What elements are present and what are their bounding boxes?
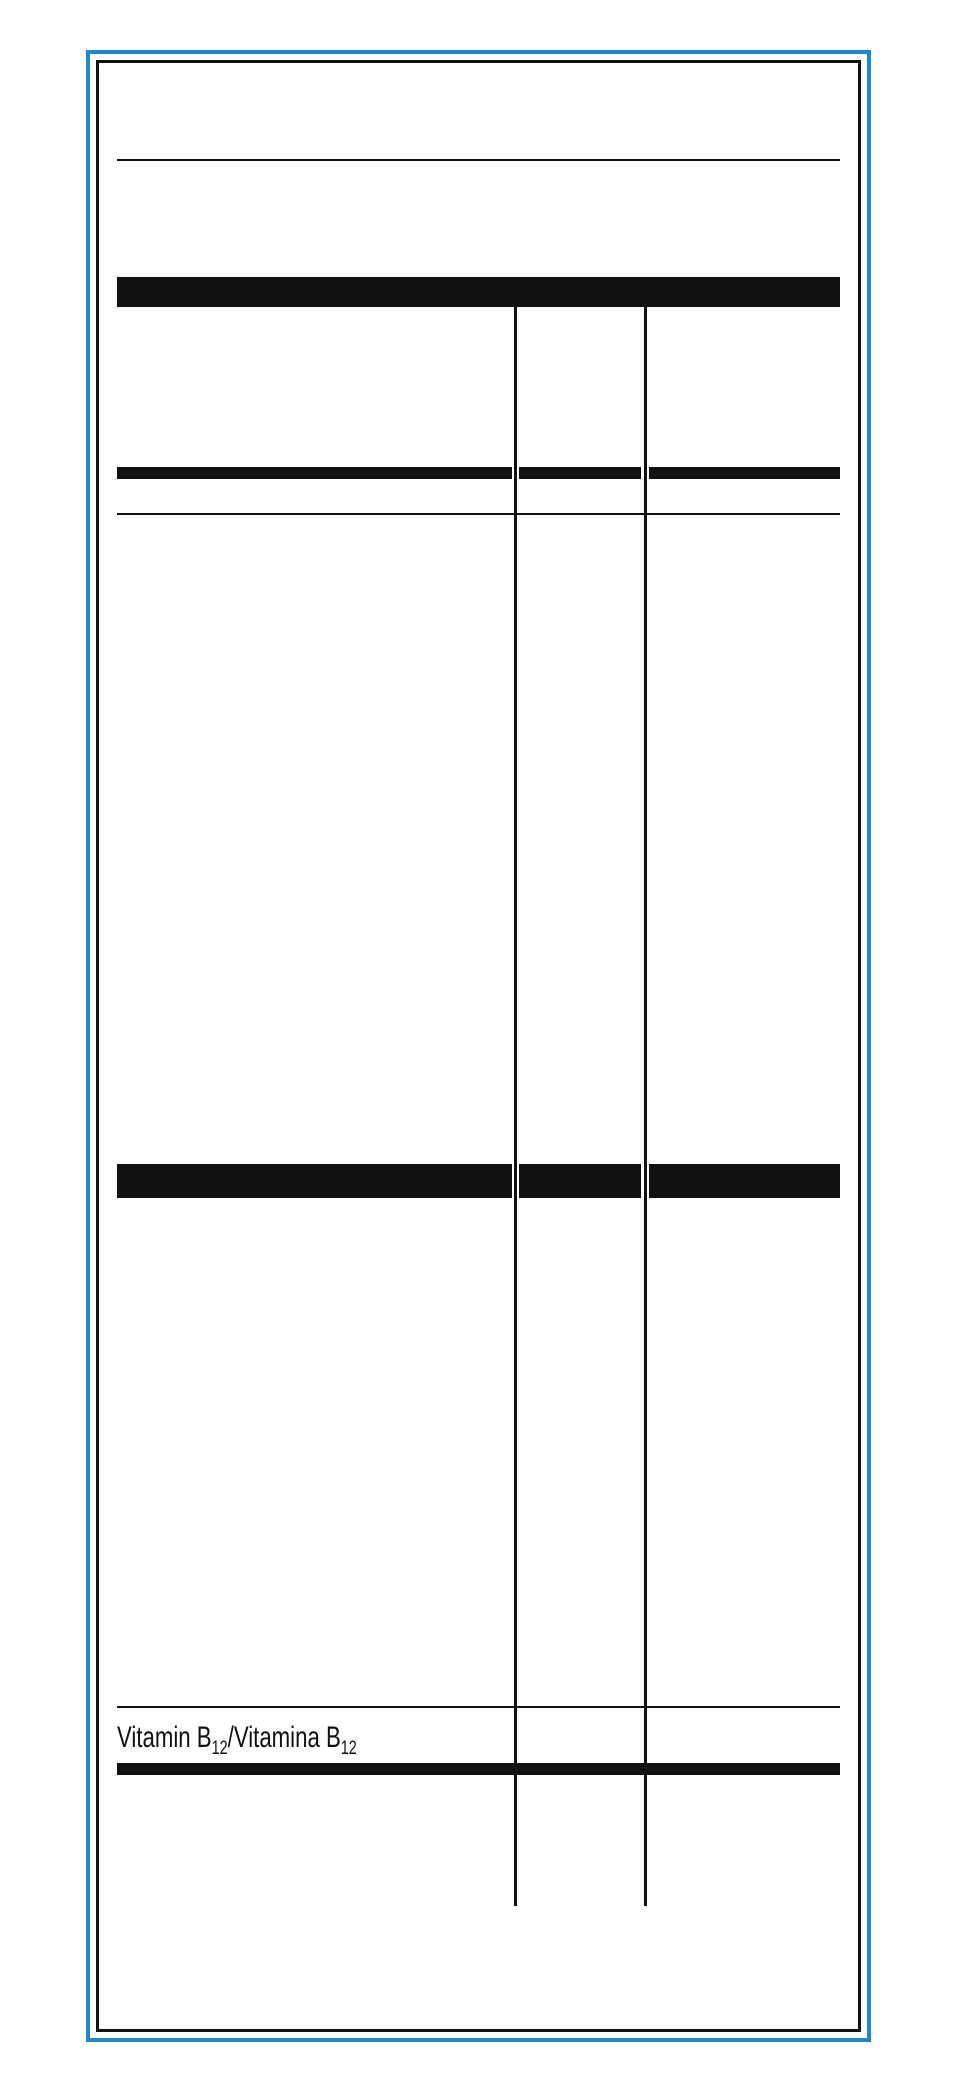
vitamin-b12-label: Vitamin $B_{12}$/Vitamina $B_{12}$ xyxy=(117,1721,357,1759)
vitamin-bar-2 xyxy=(519,1164,641,1198)
title-rule xyxy=(117,159,840,161)
vitamin-b12-row xyxy=(117,1708,840,1766)
calories-bar-2 xyxy=(519,467,641,479)
vitamin-b12-dv-milk xyxy=(720,1720,840,1756)
calories-cereal xyxy=(460,379,590,471)
vitamin-b12-dv-cereal xyxy=(468,1720,588,1756)
vitamin-bar-3 xyxy=(649,1164,840,1198)
label-frame xyxy=(86,50,871,2042)
thick-bar-top xyxy=(117,277,840,307)
folate-dv-milk xyxy=(720,1616,840,1652)
thick-bar-bottom xyxy=(117,1763,840,1775)
calories-bar-3 xyxy=(649,467,840,479)
dv-header-cereal xyxy=(465,487,590,509)
nutrition-panel xyxy=(96,60,861,2032)
vitamin-bar-1 xyxy=(117,1164,512,1198)
dv-header-milk xyxy=(715,487,840,509)
folate-row xyxy=(117,1608,840,1708)
dv-header-rule xyxy=(117,513,840,515)
calories-with-milk xyxy=(710,379,840,471)
folate-dv-cereal xyxy=(468,1616,588,1652)
serving-size-row xyxy=(117,223,840,263)
calories-bar-1 xyxy=(117,467,512,479)
